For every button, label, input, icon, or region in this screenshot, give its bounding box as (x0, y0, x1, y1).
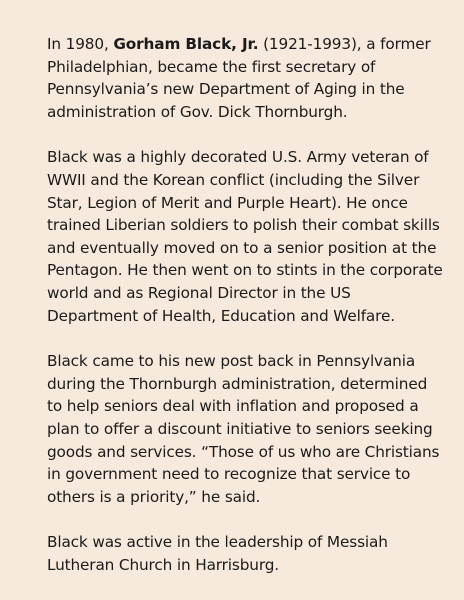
paragraph-intro-rest: (1921-1993), a former Philadelphian, became the first secretary of Pennsylvania’s new Department of Aging in the administration of Gov. Dick Thornburgh. (47, 35, 431, 121)
paragraph-church: Black was active in the leadership of Messiah Lutheran Church in Harrisburg. (47, 533, 388, 574)
paragraph-military-career: Black was a highly decorated U.S. Army veteran of WWII and the Korean conflict (including the Silver Star, Legion of Merit and Purple Heart). He once trained Liberian soldiers to polish their combat skills and eventually moved on to a senior position at the Pentagon. He then went on to stints in the corporate world and as Regional Director in the US Department of Health, Education and Welfare. (47, 148, 443, 325)
paragraph-intro (47, 33, 444, 123)
paragraph-aging-department: Black came to his new post back in Pennsylvania during the Thornburgh administration, determined to help seniors deal with inflation and proposed a plan to offer a discount initiative to seniors seeking goods and services. “Those of us who are Christians in government need to recognize that service to others is a priority,” he said. (47, 352, 440, 506)
paragraph-intro-lead: In 1980, (47, 35, 114, 53)
subject-name: Gorham Black, Jr. (113, 35, 259, 53)
